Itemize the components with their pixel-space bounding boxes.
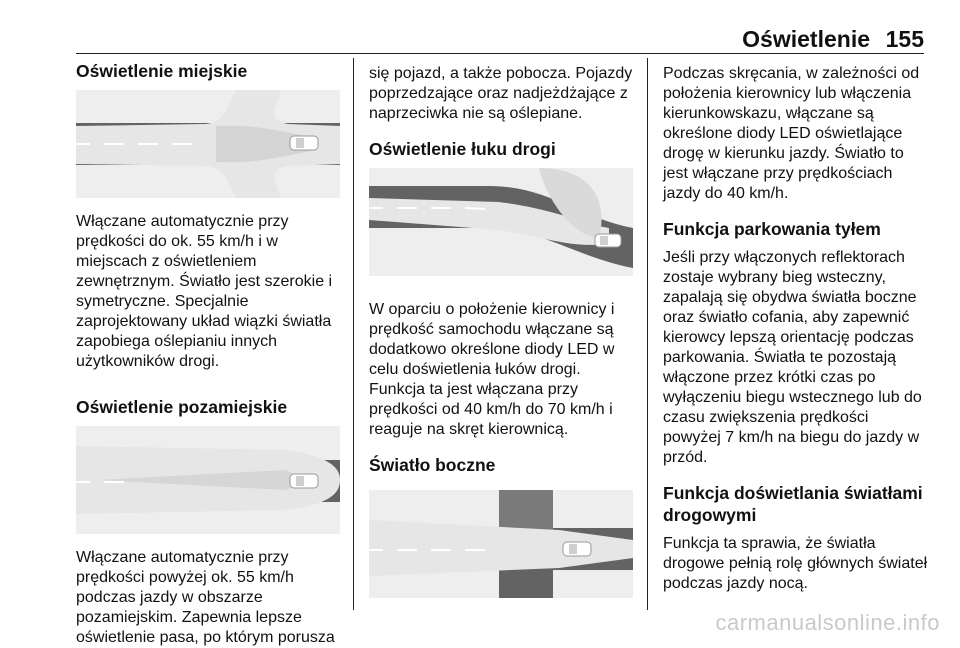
page-header: [0, 0, 960, 56]
heading-curve-lighting: Oświetlenie łuku drogi: [369, 139, 556, 159]
heading-city-lighting: Oświetlenie miejskie: [76, 61, 248, 81]
paragraph-reverse-parking: Jeśli przy włączonych reflektorach zostaje wybrany bieg wsteczny, zapalają się obydwa światła boczne oraz światło cofania, aby zapewnić kierowcy lepszą orientację podczas parkowania. Światła te pozostają włączone przez krótki czas po wyłączeniu biegu wstecznego lub do czasu zwiększenia prędkości powyżej 7 km/h na biegu do jazdy w przód.: [663, 249, 922, 466]
column-2: [369, 64, 635, 598]
column-divider-1: [353, 58, 354, 610]
figure-curve-lighting: [369, 168, 633, 276]
figure-side-light: [369, 490, 633, 598]
watermark: carmanualsonline.info: [715, 610, 940, 635]
heading-country-lighting: Oświetlenie pozamiejskie: [76, 397, 288, 417]
column-3: [663, 64, 953, 594]
paragraph-city-lighting: Włączane automatycznie przy prędkości do ok. 55 km/h i w miejscach z oświetleniem zewnętrznym. Światło jest szerokie i symetryczne. Specjalnie zaprojektowany układ wiązki światła zapobiega oślepianiu innych użytkowników drogi.: [76, 213, 333, 370]
paragraph-curve-lighting: W oparciu o położenie kierownicy i prędkość samochodu włączane są dodatkowo określone diody LED w celu doświetlenia łuków drogi. Funkcja ta jest włączana przy prędkości od 40 km/h do 70 km/h i reaguje na skręt kierownicą.: [369, 301, 615, 438]
figure-city-lighting: [76, 90, 340, 198]
paragraph-country-continued: się pojazd, a także pobocza. Pojazdy poprzedzające oraz nadjeżdżające z naprzeciwka nie są oślepiane.: [369, 65, 633, 122]
heading-side-light: Światło boczne: [369, 455, 496, 475]
column-divider-2: [647, 58, 648, 610]
heading-reverse-parking: Funkcja parkowania tyłem: [663, 219, 881, 239]
header-rule: [76, 53, 924, 54]
heading-high-beam-assist: Funkcja doświetlania światłami drogowymi: [663, 483, 923, 525]
figure-country-lighting: [76, 426, 340, 534]
page-title: Oświetlenie: [742, 26, 870, 52]
paragraph-side-light: Podczas skręcania, w zależności od położenia kierownicy lub włączenia kierunkowskazu, włączane są określone diody LED oświetlające drogę w kierunku jazdy. Światło to jest włączane przy prędkościach jazdy do 40 km/h.: [663, 65, 920, 202]
paragraph-country-lighting: Włączane automatycznie przy prędkości powyżej ok. 55 km/h podczas jazdy w obszarze pozamiejskim. Zapewnia lepsze oświetlenie pasa, po którym porusza: [76, 549, 335, 646]
page-number: 155: [885, 26, 924, 52]
column-1: [76, 60, 340, 648]
paragraph-high-beam-assist: Funkcja ta sprawia, że światła drogowe pełnią rolę głównych świateł podczas jazdy nocą.: [663, 535, 928, 592]
